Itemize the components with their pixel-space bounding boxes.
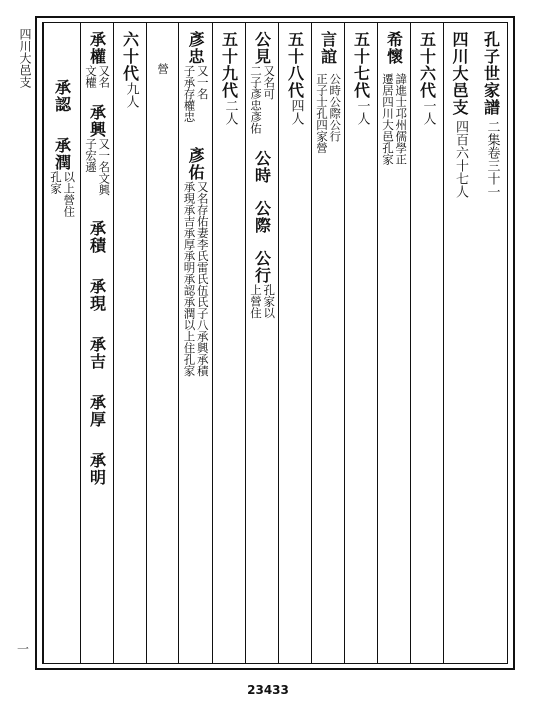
person-yanyi: 言誼 <box>318 31 338 65</box>
column-generation-59 <box>212 23 245 663</box>
son-gongji: 公際 <box>252 200 272 234</box>
gongjian-note-right: 又名可 <box>262 65 277 100</box>
generation-58-count: 四人 <box>288 99 304 125</box>
column-branch <box>443 23 475 663</box>
generation-60-count: 九人 <box>123 82 139 108</box>
column-yanyi <box>311 23 344 663</box>
collection-label: 二集卷三十一 <box>484 120 500 198</box>
ying-label: 營 <box>156 63 171 75</box>
xihuai-note-left: 遷居四川大邑孔家 <box>381 73 395 165</box>
chengquan-note-left: 文權 <box>84 65 98 88</box>
generation-57-heading: 五十七代 <box>351 31 371 99</box>
person-yanyou: 彥佑 <box>186 146 205 181</box>
generation-56-count: 一人 <box>420 99 436 125</box>
column-generation-56 <box>410 23 443 663</box>
chengxing-note-left: 子宏遜 <box>84 138 98 173</box>
generation-60-heading: 六十代 <box>120 31 140 82</box>
person-xihuai: 希懷 <box>384 31 404 65</box>
footer-page-number: 23433 <box>247 683 289 697</box>
column-yanzhong <box>178 23 212 663</box>
person-chengming: 承明 <box>87 451 107 486</box>
yanyou-note-left: 承現承吉承厚承明承認承潤以上住孔家 <box>182 180 197 376</box>
gongjian-note-left: 二子彥忠彥佑 <box>249 65 263 134</box>
generation-59-heading: 五十九代 <box>219 31 239 99</box>
column-chengquan <box>80 23 113 663</box>
column-chengren <box>43 23 80 663</box>
column-generation-60 <box>113 23 146 663</box>
son-gongxing: 公行 <box>252 250 272 284</box>
person-yanzhong: 彥忠 <box>186 31 205 65</box>
page-frame-inner <box>42 22 508 664</box>
person-chengji2: 承吉 <box>87 335 107 370</box>
generation-56-heading: 五十六代 <box>417 31 437 99</box>
person-chengji: 承積 <box>87 219 107 254</box>
yanzhong-note-right: 又一名 <box>195 65 210 100</box>
generation-58-heading: 五十八代 <box>285 31 305 99</box>
column-gongjian <box>245 23 278 663</box>
yanzhong-note-left: 子承存權忠 <box>182 65 197 123</box>
chengxing-note-right: 又一名文興 <box>97 138 112 196</box>
yanyi-note-left: 正子士孔四家營 <box>315 73 329 154</box>
person-gongjian: 公見 <box>252 31 272 65</box>
son-gongshi: 公時 <box>252 150 272 184</box>
person-chengren: 承認 <box>52 79 72 113</box>
branch-count: 四百六十七人 <box>452 120 468 198</box>
margin-page-marker: 一 <box>16 642 29 656</box>
column-book-header <box>475 23 507 663</box>
chengren-note-right: 以上營住 <box>62 171 77 217</box>
generation-57-count: 一人 <box>354 99 370 125</box>
xihuai-note-right: 諱進士邛州儒學正 <box>394 73 409 165</box>
chengquan-note-right: 又名 <box>97 65 112 88</box>
column-generation-58 <box>278 23 311 663</box>
margin-section-title: 四川大邑支 <box>18 28 32 88</box>
page-frame <box>35 16 515 670</box>
gongjian-tail: 孔家以上營住 <box>249 284 277 319</box>
generation-59-count: 二人 <box>222 99 238 125</box>
column-xihuai <box>377 23 410 663</box>
column-ying <box>146 23 178 663</box>
yanyou-note-right: 又名存佑妻李氏雷氏伍氏子八承興承積 <box>195 180 210 376</box>
yanyi-note-right: 公時公際公行 <box>328 73 343 142</box>
book-title: 孔子世家譜 <box>481 31 501 116</box>
person-chengxing: 承興 <box>87 104 107 138</box>
chengren-note-left: 孔家 <box>49 171 63 194</box>
person-chenghou: 承厚 <box>87 393 107 428</box>
person-chengxian: 承現 <box>87 277 107 312</box>
branch-name: 四川大邑支 <box>450 31 469 116</box>
column-generation-57 <box>344 23 377 663</box>
person-chengrun: 承潤 <box>52 137 72 171</box>
person-chengquan: 承權 <box>87 31 107 65</box>
